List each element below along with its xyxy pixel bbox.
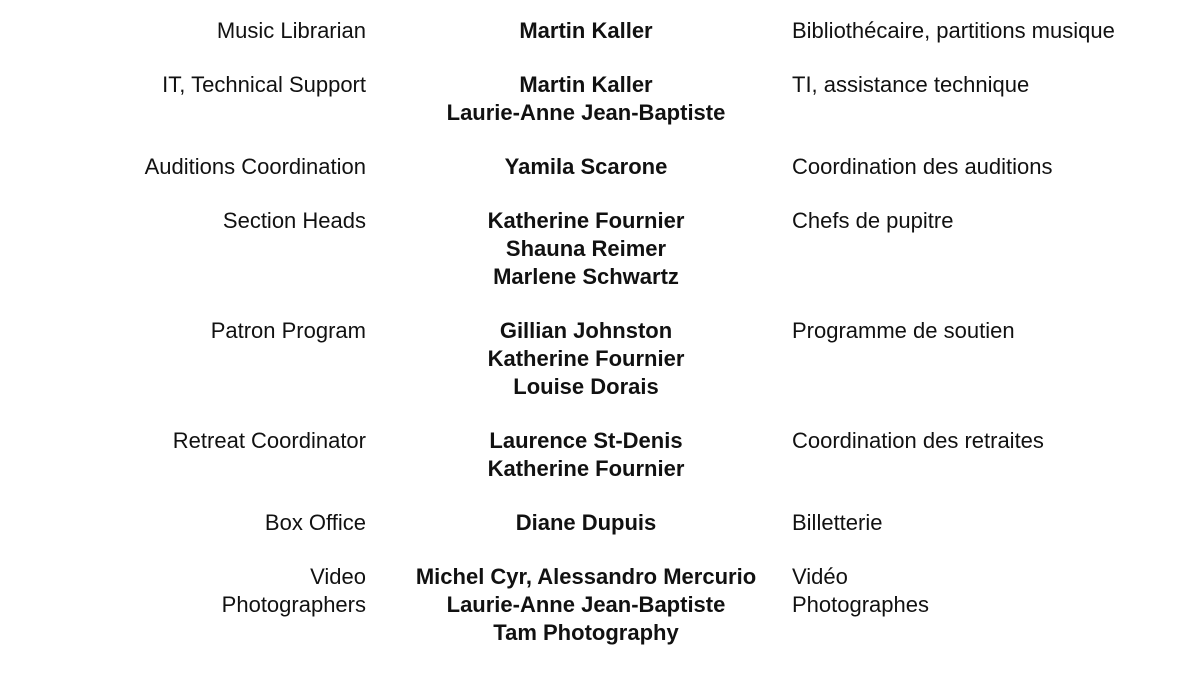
person-names: [366, 563, 806, 647]
role-french-line: TI, assistance technique: [792, 72, 1030, 97]
role-french: [792, 509, 1201, 537]
role-french: [792, 71, 1201, 99]
role-english-line: Photographers: [221, 592, 366, 617]
role-french: [792, 153, 1201, 181]
role-english-line: Patron Program: [210, 318, 366, 343]
role-english: [0, 153, 366, 181]
role-english: [0, 17, 366, 45]
role-french: [792, 563, 1201, 619]
person-name: Martin Kaller: [519, 72, 653, 97]
role-french-line: Billetterie: [792, 510, 883, 535]
role-english: [0, 317, 366, 345]
role-english: [0, 509, 366, 537]
role-french: [792, 207, 1201, 235]
role-french-line: Coordination des auditions: [792, 154, 1053, 179]
role-english-line: Video: [310, 564, 366, 589]
person-name: Shauna Reimer: [505, 236, 667, 261]
role-french: [792, 427, 1201, 455]
role-english-line: Box Office: [264, 510, 366, 535]
credit-row-it-support: [0, 71, 1201, 127]
person-name: Michel Cyr, Alessandro Mercurio: [415, 564, 757, 589]
person-name: Laurence St-Denis: [489, 428, 683, 453]
person-name: Martin Kaller: [519, 18, 653, 43]
role-french-line: Chefs de pupitre: [792, 208, 954, 233]
person-names: [366, 17, 806, 45]
role-french-line: Vidéo: [792, 564, 848, 589]
role-english-line: Auditions Coordination: [144, 154, 366, 179]
person-name: Laurie-Anne Jean-Baptiste: [446, 100, 726, 125]
credit-row-video-photographers: [0, 563, 1201, 647]
person-names: [366, 427, 806, 483]
person-names: [366, 153, 806, 181]
role-english: [0, 207, 366, 235]
role-french: [792, 17, 1201, 45]
role-english: [0, 71, 366, 99]
role-french-line: Coordination des retraites: [792, 428, 1044, 453]
role-english-line: Section Heads: [222, 208, 366, 233]
person-names: [366, 71, 806, 127]
credit-row-auditions: [0, 153, 1201, 181]
role-french-line: Bibliothécaire, partitions musique: [792, 18, 1115, 43]
role-english: [0, 427, 366, 455]
role-english: [0, 563, 366, 619]
person-name: Louise Dorais: [513, 374, 659, 399]
person-name: Tam Photography: [493, 620, 679, 645]
credit-row-music-librarian: [0, 17, 1201, 45]
person-name: Katherine Fournier: [487, 208, 685, 233]
person-names: [366, 207, 806, 291]
role-french-line: Programme de soutien: [792, 318, 1015, 343]
person-name: Katherine Fournier: [487, 346, 685, 371]
person-names: [366, 317, 806, 401]
person-name: Gillian Johnston: [499, 318, 673, 343]
role-english-line: Retreat Coordinator: [172, 428, 366, 453]
role-french: [792, 317, 1201, 345]
role-english-line: Music Librarian: [216, 18, 366, 43]
person-names: [366, 509, 806, 537]
role-english-line: IT, Technical Support: [162, 72, 366, 97]
person-name: Yamila Scarone: [504, 154, 668, 179]
person-name: Diane Dupuis: [515, 510, 657, 535]
credit-row-patron-program: [0, 317, 1201, 401]
credit-row-retreat: [0, 427, 1201, 483]
credit-row-section-heads: [0, 207, 1201, 291]
person-name: Laurie-Anne Jean-Baptiste: [446, 592, 726, 617]
person-name: Katherine Fournier: [487, 456, 685, 481]
credits-list: [0, 17, 1201, 647]
person-name: Marlene Schwartz: [493, 264, 679, 289]
role-french-line: Photographes: [792, 592, 929, 617]
credit-row-box-office: [0, 509, 1201, 537]
